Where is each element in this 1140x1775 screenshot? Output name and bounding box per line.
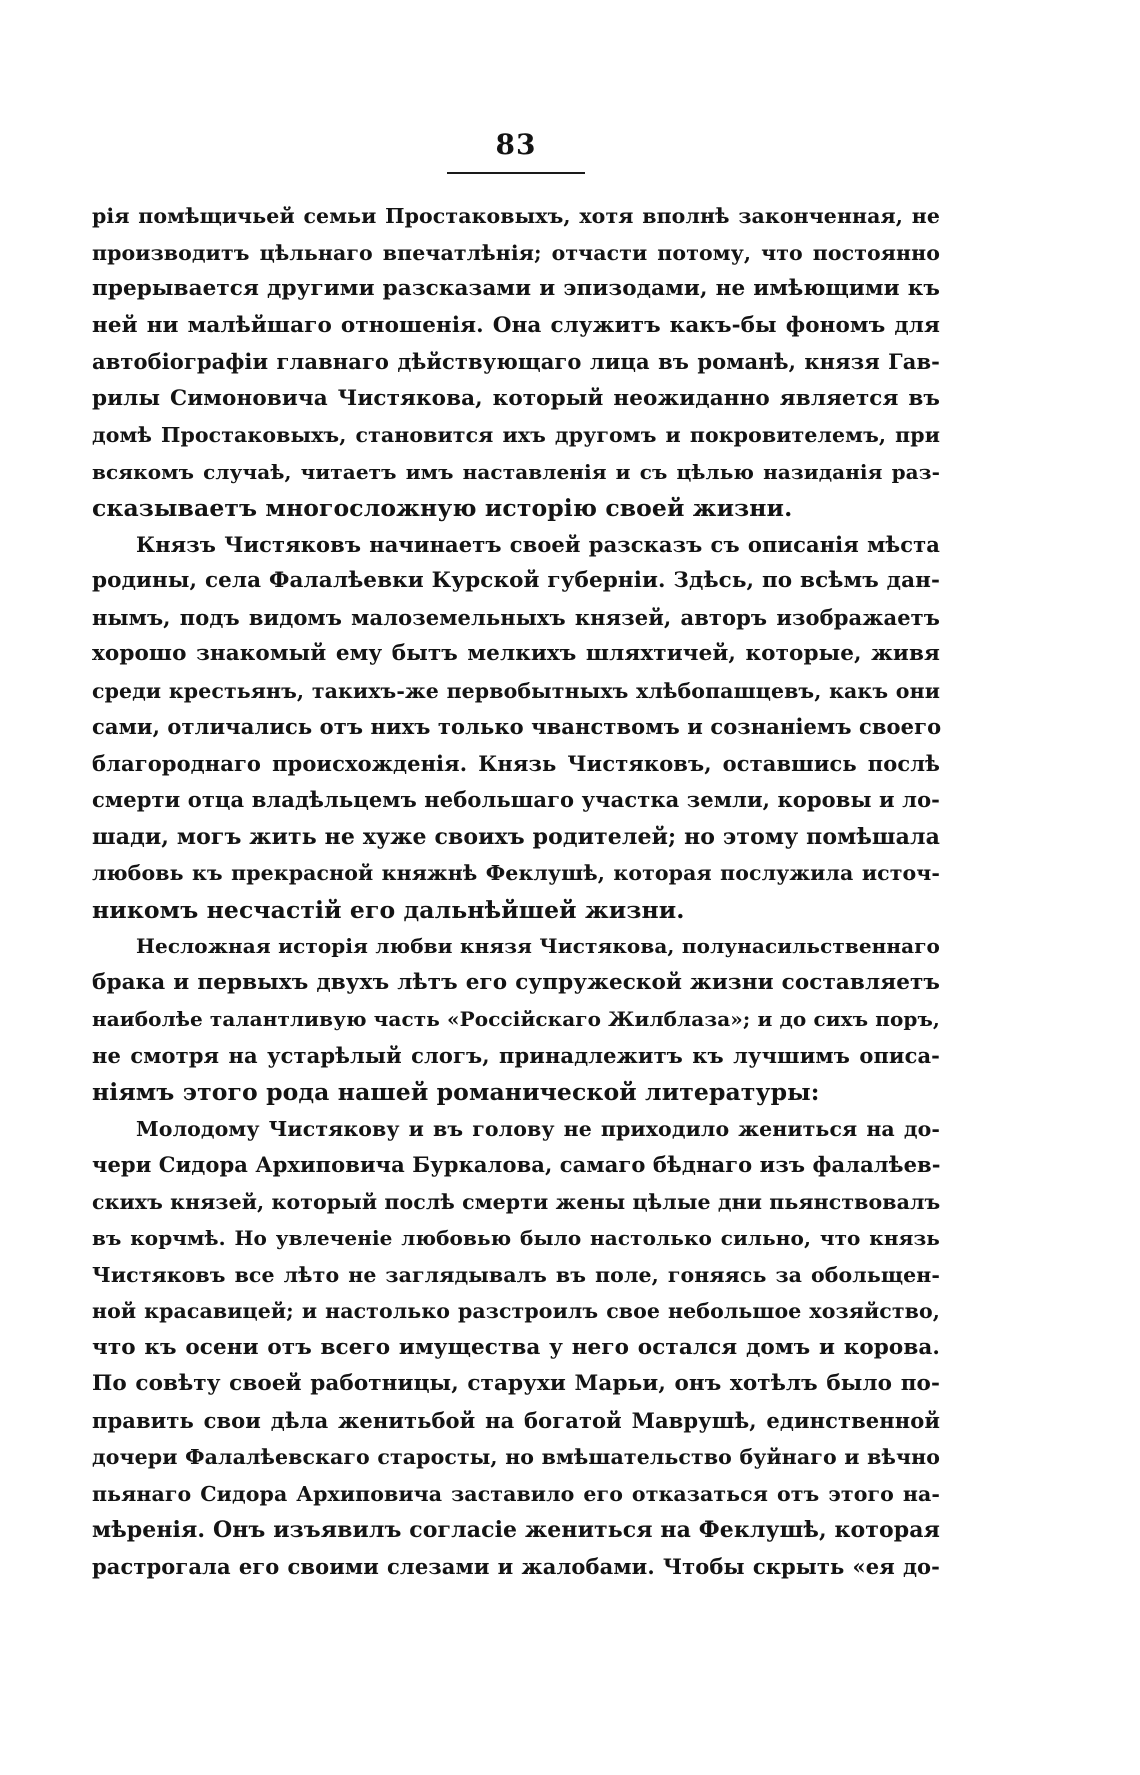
text-line: въ корчмѣ. Но увлеченіе любовью было настолько сильно, что князь [92, 1226, 940, 1250]
text-line: наиболѣе талантливую часть «Россійскаго Жилблаза»; и до сихъ поръ, [92, 1007, 940, 1031]
text-line: благороднаго происхожденія. Князь Чистяковъ, оставшись послѣ [92, 750, 940, 776]
body-text [92, 198, 940, 1585]
text-line: всякомъ случаѣ, читаетъ имъ наставленія и съ цѣлью назиданія раз- [92, 459, 940, 484]
text-line: сказываетъ многосложную исторію своей жизни. [92, 494, 793, 522]
text-line: мѣренія. Онъ изъявилъ согласіе жениться на Феклушѣ, которая [92, 1517, 940, 1543]
text-line: Несложная исторія любви князя Чистякова, полунасильственнаго [136, 934, 940, 958]
text-line: домѣ Простаковыхъ, становится ихъ другомъ и покровителемъ, при [92, 423, 940, 447]
text-line: родины, села Фалалѣевки Курской губерніи. Здѣсь, по всѣмъ дан- [92, 568, 940, 593]
text-line: брака и первыхъ двухъ лѣтъ его супружеской жизни составляетъ [92, 969, 940, 995]
header-rule [447, 172, 585, 174]
text-line: что къ осени отъ всего имущества у него остался домъ и корова. [92, 1334, 940, 1360]
text-line: пьянаго Сидора Архиповича заставило его отказаться отъ этого на- [92, 1481, 940, 1506]
text-line: Князъ Чистяковъ начинаетъ своей разсказъ съ описанія мѣста [136, 531, 940, 557]
text-line: нымъ, подъ видомъ малоземельныхъ князей, авторъ изображаетъ [92, 604, 940, 630]
text-line: дочери Фалалѣевскаго старосты, но вмѣшательство буйнаго и вѣчно [92, 1445, 940, 1469]
text-line: ней ни малѣйшаго отношенія. Она служитъ какъ-бы фономъ для [92, 312, 940, 338]
text-line: любовь къ прекрасной княжнѣ Феклушѣ, которая послужила источ- [92, 861, 940, 885]
text-line: производитъ цѣльнаго впечатлѣнія; отчасти потому, что постоянно [92, 240, 940, 265]
text-line: хорошо знакомый ему бытъ мелкихъ шляхтичей, которые, живя [92, 641, 940, 666]
text-line: ной красавицей; и настолько разстроилъ свое небольшое хозяйство, [92, 1299, 940, 1323]
text-line: сами, отличались отъ нихъ только чванствомъ и сознаніемъ своего [92, 714, 942, 739]
text-line: растрогала его своими слезами и жалобами. Чтобы скрыть «ея до- [92, 1553, 940, 1579]
text-line: Чистяковъ все лѣто не заглядывалъ въ поле, гоняясь за обольщен- [92, 1262, 940, 1287]
text-line: автобіографіи главнаго дѣйствующаго лица въ романѣ, князя Гав- [92, 349, 940, 374]
text-line: ніямъ этого рода нашей романической литературы: [92, 1078, 820, 1106]
text-line: чери Сидора Архиповича Буркалова, самаго бѣднаго изъ фалалѣев- [92, 1152, 941, 1177]
text-line: править свои дѣла женитьбой на богатой Маврушѣ, единственной [92, 1407, 940, 1433]
page-number: 83 [495, 128, 537, 161]
text-line: шади, могъ жить не хуже своихъ родителей; но этому помѣшала [92, 823, 940, 850]
text-line: никомъ несчастій его дальнѣйшей жизни. [92, 895, 685, 924]
text-line: Молодому Чистякову и въ голову не приходило жениться на до- [136, 1116, 940, 1141]
text-line: не смотря на устарѣлый слогъ, принадлежитъ къ лучшимъ описа- [92, 1042, 940, 1068]
text-line: смерти отца владѣльцемъ небольшаго участка земли, коровы и ло- [92, 787, 940, 812]
text-line: рилы Симоновича Чистякова, который неожиданно является въ [92, 385, 940, 411]
text-line: среди крестьянъ, такихъ-же первобытныхъ хлѣбопашцевъ, какъ они [92, 678, 940, 703]
text-line: прерывается другими разсказами и эпизодами, не имѣющими къ [92, 276, 940, 301]
text-line: рія помѣщичьей семьи Простаковыхъ, хотя вполнѣ законченная, не [92, 204, 940, 228]
text-line: скихъ князей, который послѣ смерти жены цѣлые дни пьянствовалъ [92, 1189, 941, 1214]
text-line: По совѣту своей работницы, старухи Марьи, онъ хотѣлъ было по- [92, 1371, 940, 1396]
